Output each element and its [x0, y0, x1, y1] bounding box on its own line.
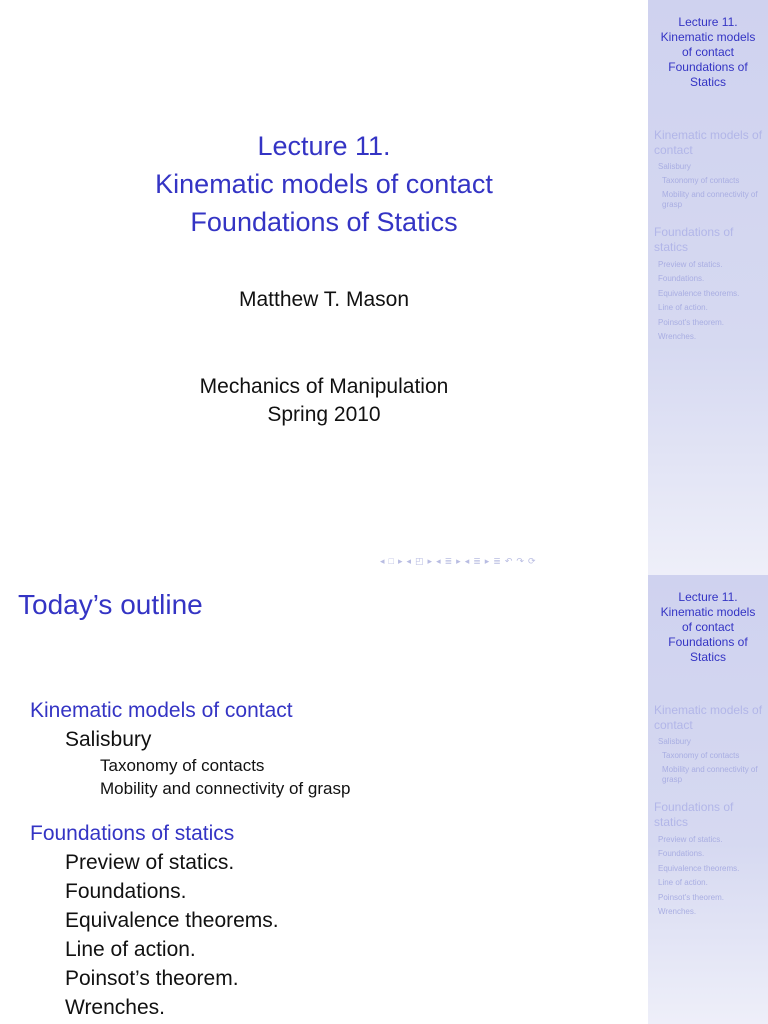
sidebar-item-mobility[interactable]: Mobility and connectivity of grasp — [662, 765, 758, 784]
outline-subsection-salisbury[interactable]: Salisbury — [65, 728, 152, 751]
sidebar-section-kinematic[interactable]: Kinematic models of contact — [654, 128, 763, 157]
outline-item-poinsot[interactable]: Poinsot’s theorem. — [65, 967, 239, 990]
nav-forward-icon[interactable]: ↷ — [516, 556, 524, 566]
lecture-title-line: Kinematic models of contact — [155, 169, 493, 199]
nav-prev-section-icon[interactable]: ◂ — [464, 556, 470, 566]
sidebar-title-line: Kinematic models — [660, 30, 756, 44]
nav-search-icon[interactable]: ⟳ — [527, 556, 536, 566]
sidebar-title-line: Foundations of — [668, 635, 748, 649]
sidebar-item-poinsot[interactable]: Poinsot's theorem. — [658, 317, 725, 327]
sidebar-item-poinsot[interactable]: Poinsot's theorem. — [658, 892, 725, 902]
sidebar-item-wrenches[interactable]: Wrenches. — [658, 332, 697, 341]
sidebar-title-line: Lecture 11. — [678, 15, 738, 29]
nav-prev-frame-icon[interactable]: ◂ — [380, 556, 385, 566]
nav-prev-subsection-icon[interactable]: ◂ — [436, 556, 441, 566]
sidebar-item-line-of-action[interactable]: Line of action. — [658, 878, 708, 887]
sidebar-title-line: Statics — [689, 650, 726, 664]
sidebar — [648, 0, 768, 575]
sidebar-title[interactable] — [648, 0, 768, 90]
sidebar-item-foundations[interactable]: Foundations. — [658, 274, 705, 283]
sidebar-title-line: of contact — [681, 45, 735, 59]
lecture-title — [0, 127, 648, 241]
outline-item-taxonomy[interactable]: Taxonomy of contacts — [100, 756, 265, 775]
sidebar-title-line: Kinematic models — [660, 605, 756, 619]
course-name: Mechanics of Manipulation — [199, 375, 449, 398]
nav-slide-icon[interactable]: ◰ — [415, 556, 424, 566]
sidebar-section-statics[interactable]: Foundations of statics — [654, 225, 734, 254]
nav-section-icon[interactable]: ≣ — [473, 556, 481, 566]
outline-item-equivalence[interactable]: Equivalence theorems. — [65, 909, 279, 932]
nav-prev-slide-icon[interactable]: ◂ — [406, 556, 412, 566]
course-info — [0, 373, 648, 429]
sidebar-section-statics[interactable]: Foundations of statics — [654, 800, 734, 829]
sidebar-item-equivalence[interactable]: Equivalence theorems. — [658, 863, 740, 873]
nav-next-section-icon[interactable]: ▸ — [484, 556, 490, 566]
outline-list — [30, 697, 350, 1022]
nav-subsection-icon[interactable]: ≣ — [444, 556, 453, 566]
sidebar-item-mobility[interactable]: Mobility and connectivity of grasp — [662, 190, 758, 209]
sidebar-title[interactable] — [648, 575, 768, 665]
lecture-title-line: Lecture 11. — [257, 131, 391, 161]
sidebar-item-preview[interactable]: Preview of statics. — [658, 259, 723, 269]
slide-outline — [0, 575, 768, 1024]
sidebar-title-line: Statics — [689, 75, 726, 89]
sidebar-title-line: Foundations of — [668, 60, 748, 74]
sidebar-item-line-of-action[interactable]: Line of action. — [658, 303, 708, 312]
outline-gap — [30, 800, 350, 820]
nav-next-subsection-icon[interactable]: ▸ — [456, 556, 461, 566]
lecture-title-line: Foundations of Statics — [190, 207, 458, 237]
sidebar-title-line: of contact — [681, 620, 735, 634]
nav-next-slide-icon[interactable]: ▸ — [427, 556, 433, 566]
outline-item-foundations[interactable]: Foundations. — [65, 880, 187, 903]
outline-item-wrenches[interactable]: Wrenches. — [65, 996, 165, 1019]
frame-title: Today’s outline — [18, 589, 203, 620]
nav-back-icon[interactable]: ↶ — [504, 556, 513, 566]
sidebar-item-equivalence[interactable]: Equivalence theorems. — [658, 288, 740, 298]
sidebar-section-kinematic[interactable]: Kinematic models of contact — [654, 703, 763, 732]
outline-section-kinematic[interactable]: Kinematic models of contact — [30, 699, 293, 722]
outline-section-statics[interactable]: Foundations of statics — [30, 822, 235, 845]
author-name: Matthew T. Mason — [238, 288, 410, 311]
sidebar-subsection-salisbury[interactable]: Salisbury — [658, 737, 691, 746]
sidebar-item-preview[interactable]: Preview of statics. — [658, 834, 723, 844]
course-term: Spring 2010 — [267, 403, 381, 426]
nav-document-icon[interactable]: ≣ — [493, 556, 501, 566]
sidebar-title-line: Lecture 11. — [678, 590, 738, 604]
nav-frame-icon[interactable]: □ — [388, 556, 394, 566]
nav-next-frame-icon[interactable]: ▸ — [397, 556, 403, 566]
sidebar — [648, 575, 768, 1024]
sidebar-item-taxonomy[interactable]: Taxonomy of contacts — [662, 751, 740, 760]
sidebar-subsection-salisbury[interactable]: Salisbury — [658, 162, 691, 171]
outline-item-line-of-action[interactable]: Line of action. — [65, 938, 196, 961]
sidebar-item-taxonomy[interactable]: Taxonomy of contacts — [662, 176, 740, 185]
sidebar-item-foundations[interactable]: Foundations. — [658, 849, 705, 858]
sidebar-item-wrenches[interactable]: Wrenches. — [658, 907, 697, 916]
outline-item-mobility[interactable]: Mobility and connectivity of grasp — [100, 779, 351, 798]
navigation-bar — [380, 556, 535, 567]
outline-item-preview[interactable]: Preview of statics. — [65, 851, 235, 874]
